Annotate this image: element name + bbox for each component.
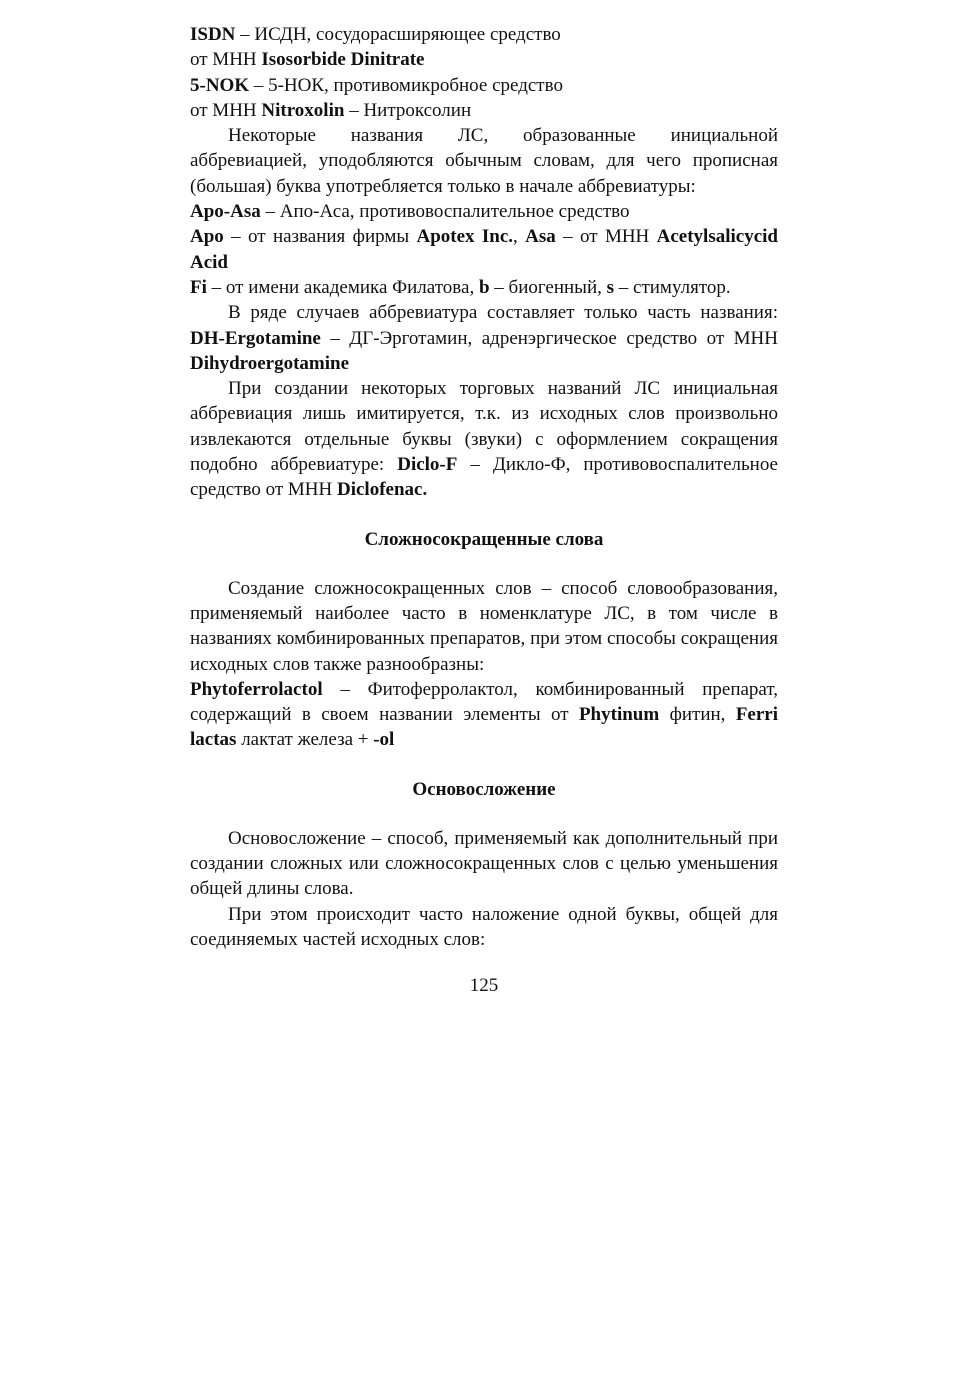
page-content: [190, 22, 778, 1018]
page-number: 125: [469, 975, 499, 997]
entry-isdn: ISDN – ИСДН, сосудорасширяющее средство: [190, 24, 561, 45]
term: Nitroxolin: [261, 99, 345, 121]
term: ISDN: [190, 24, 236, 45]
entry-phytoferrolactol: Phytoferrolactol – Фитоферролактол, комбинированный препарат, содержащий в своем названии элементы от Phytinum фитин, Ferri lactas лактат железа + -ol: [190, 678, 778, 751]
entry-5nok: 5-NOK – 5-НОК, противомикробное средство: [190, 74, 563, 96]
entry-apo-explain: Apo – от названия фирмы Apotex Inc., Asa – от МНН Acetylsalicycid Acid: [190, 226, 778, 273]
paragraph-complex-words: Создание сложносокращенных слов – способ словообразования, применяемый наиболее часто в номенклатуре ЛС, в том числе в названиях комбинированных препаратов, при этом способы сокращения исходных слов также разнообразны:: [190, 577, 778, 675]
section-heading-complex-words: Сложносокращенные слова: [364, 528, 604, 550]
entry-5nok-mnn: от МНН Nitroxolin – Нитроксолин: [190, 99, 472, 121]
paragraph-diclo-f: При создании некоторых торговых названий ЛС инициальная аббревиация лишь имитируется, т.к. из исходных слов произвольно извлекаются отдельные буквы (звуки) с оформлением сокращения подобно аббревиатуре: Diclo-F – Дикло-Ф, противовоспалительное средство от МНН Diclofenac.: [190, 378, 778, 501]
entry-isdn-mnn: от МНН Isosorbide Dinitrate: [190, 49, 425, 71]
paragraph-compounding-2: При этом происходит часто наложение одной буквы, общей для соединяемых частей исходных слов:: [190, 903, 778, 950]
entry-apo-asa: Apo-Asa – Апо-Аса, противовоспалительное средство: [190, 201, 630, 223]
term: Isosorbide Dinitrate: [261, 49, 425, 71]
section-heading-compounding: Основосложение: [412, 778, 556, 800]
paragraph-caps: Некоторые названия ЛС, образованные инициальной аббревиацией, уподобляются обычным словам, для чего прописная (большая) буква употребляется только в начале аббревиатуры:: [190, 125, 778, 197]
term: 5-NOK: [190, 74, 250, 96]
paragraph-dh-ergotamine: В ряде случаев аббревиатура составляет только часть названия: DH-Ergotamine – ДГ-Эрготамин, адренэргическое средство от МНН Dihydroergotamine: [190, 302, 778, 374]
entry-fi: Fi – от имени академика Филатова, b – биогенный, s – стимулятор.: [190, 276, 731, 298]
term: Apo-Asa: [190, 201, 261, 223]
paragraph-compounding-1: Основосложение – способ, применяемый как дополнительный при создании сложных или сложносокращенных слов с целью уменьшения общей длины слова.: [190, 827, 778, 900]
